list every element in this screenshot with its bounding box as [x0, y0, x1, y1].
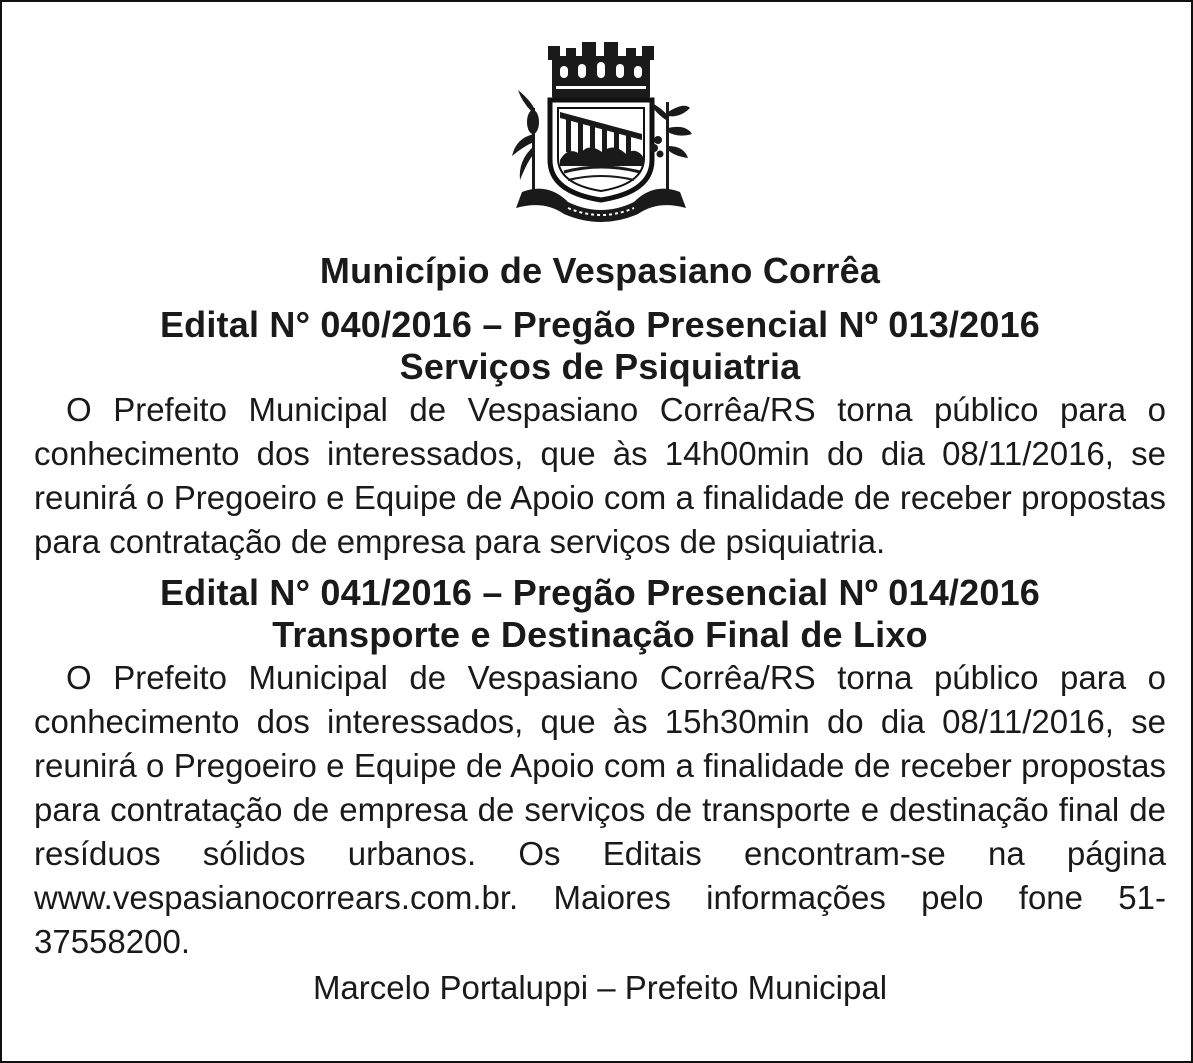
signature: Marcelo Portaluppi – Prefeito Municipal — [312, 969, 888, 1006]
notice-2-title: Edital N° 041/2016 – Pregão Presencial Nº 014/2016 — [159, 572, 1041, 613]
municipal-coat-of-arms-icon — [508, 42, 694, 222]
notice-2-subject: Transporte e Destinação Final de Lixo — [272, 614, 928, 655]
notice-1-title: Edital N° 040/2016 – Pregão Presencial Nº 013/2016 — [159, 304, 1041, 345]
notice-2-body: O Prefeito Municipal de Vespasiano Corrêa/RS torna público para o conhecimento dos interessados, que às 15h30min do dia 08/11/2016, se reunirá o Pregoeiro e Equipe de Apoio com a finalidade de receber propostas para contratação de empresa de serviços de transporte e destinação final de resíduos sólidos urbanos. Os Editais encontram-se na página www.vespasianocorrears.com.br. Maiores informações pelo fone 51-37558200. — [34, 659, 1166, 960]
notice-1-body: O Prefeito Municipal de Vespasiano Corrêa/RS torna público para o conhecimento dos interessados, que às 14h00min do dia 08/11/2016, se reunirá o Pregoeiro e Equipe de Apoio com a finalidade de receber propostas para contratação de empresa para serviços de psiquiatria. — [34, 391, 1166, 560]
notice-1-subject: Serviços de Psiquiatria — [399, 346, 801, 387]
municipality-title: Município de Vespasiano Corrêa — [319, 250, 881, 291]
notice-content — [34, 244, 1166, 1010]
